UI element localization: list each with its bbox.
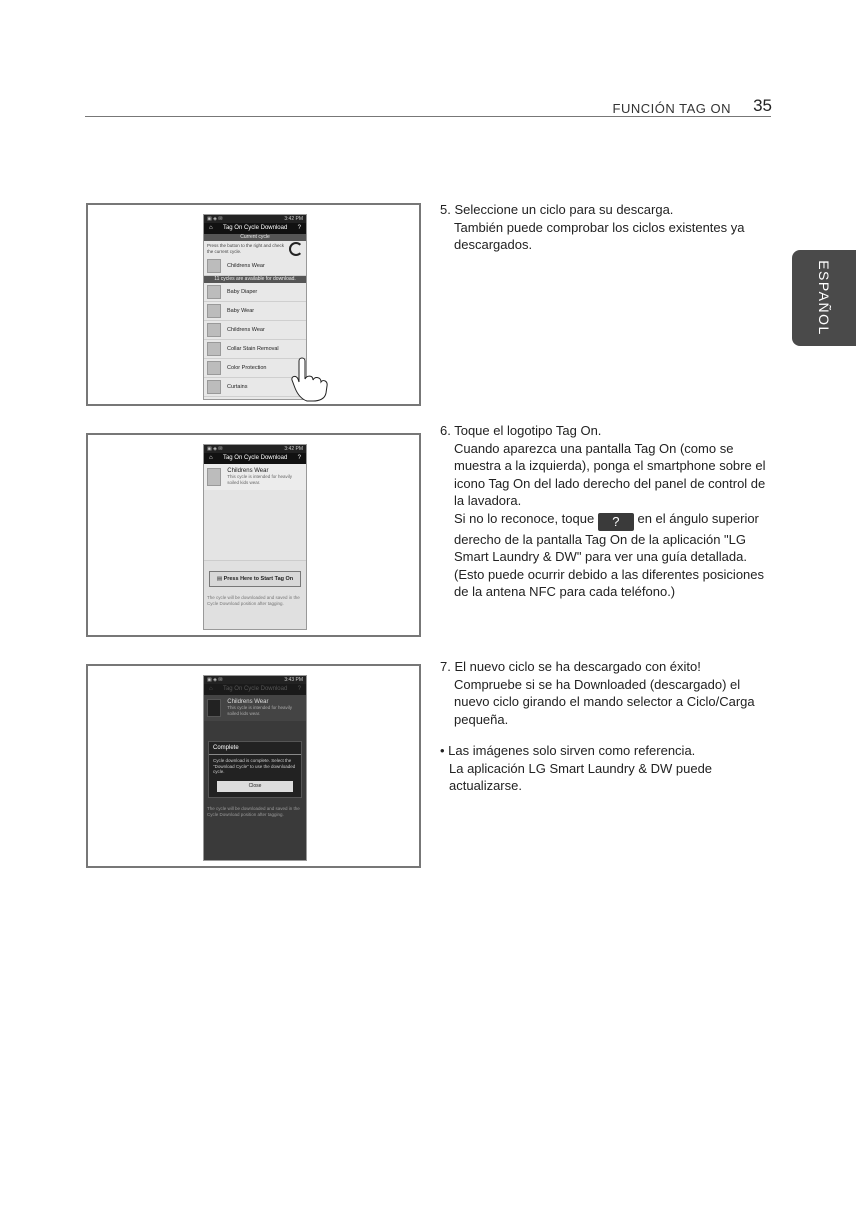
- help-icon[interactable]: ?: [297, 455, 301, 461]
- list-item[interactable]: Curtains: [204, 378, 306, 397]
- status-bar: [204, 676, 306, 684]
- cycle-icon: [207, 259, 221, 273]
- start-tag-on-button[interactable]: ▤ Press Here to Start Tag On: [209, 571, 301, 587]
- home-icon: ⌂: [209, 686, 213, 692]
- cycle-icon: [207, 361, 221, 375]
- cycle-icon: [207, 304, 221, 318]
- selected-cycle-title: Childrens Wear: [227, 699, 269, 705]
- cycle-icon: [207, 323, 221, 337]
- step-5-title: 5. Seleccione un ciclo para su descarga.: [440, 202, 674, 217]
- available-bar: 11 cycles are available for download.: [204, 276, 306, 283]
- figure-3: [86, 664, 421, 868]
- step-6-help-a: Si no lo reconoce, toque: [454, 510, 595, 526]
- app-bar: [204, 453, 306, 464]
- step-6: [440, 422, 770, 601]
- help-icon: ?: [297, 686, 301, 692]
- header-divider: [85, 116, 771, 117]
- section-title: FUNCIÓN TAG ON: [612, 101, 731, 116]
- home-icon[interactable]: ⌂: [209, 225, 213, 231]
- step-7-body: Compruebe si se ha Downloaded (descargado) el nuevo ciclo girando el mando selector a Ciclo/Carga pequeña.: [454, 676, 755, 727]
- current-cycle-item[interactable]: Childrens Wear: [204, 257, 306, 276]
- step-6-title: 6. Toque el logotipo Tag On.: [440, 423, 602, 438]
- status-bar: [204, 445, 306, 453]
- refresh-hint: Press the button to the right and check the current cycle.: [207, 243, 285, 254]
- cycle-icon: [207, 699, 221, 717]
- download-hint: The cycle will be downloaded and saved in the Cycle Download position after tagging.: [207, 805, 300, 817]
- step-7: [440, 658, 770, 795]
- close-button[interactable]: Close: [217, 781, 293, 792]
- dialog-text: Cycle download is complete. Select the "Download Cycle" to use the downloaded cycle.: [213, 758, 296, 774]
- phone-screen-3: [203, 675, 307, 861]
- language-tab: [792, 250, 856, 346]
- step-7-title: 7. El nuevo ciclo se ha descargado con éxito!: [440, 659, 701, 674]
- status-time: 3:42 PM: [284, 216, 303, 222]
- help-button-icon: ?: [598, 513, 634, 531]
- status-time: 3:42 PM: [284, 446, 303, 452]
- selected-cycle-desc: This cycle is intended for heavily soiled kids wear.: [227, 474, 293, 485]
- app-title: Tag On Cycle Download: [222, 686, 288, 692]
- refresh-icon[interactable]: [289, 242, 303, 256]
- list-item[interactable]: Collar Stain Removal: [204, 340, 306, 359]
- status-bar: [204, 215, 306, 223]
- cycle-icon: [207, 468, 221, 486]
- app-title: Tag On Cycle Download: [222, 455, 288, 461]
- app-title: Tag On Cycle Download: [222, 225, 288, 231]
- phone-screen-2: [203, 444, 307, 630]
- list-item[interactable]: Childrens Wear: [204, 321, 306, 340]
- status-icons: ▣ ◈ ✉: [207, 216, 223, 222]
- status-icons: ▣ ◈ ✉: [207, 677, 223, 683]
- list-item[interactable]: Baby Wear: [204, 302, 306, 321]
- app-bar: [204, 684, 306, 695]
- figure-2: [86, 433, 421, 637]
- selected-cycle: [204, 464, 306, 490]
- list-item[interactable]: Color Protection: [204, 359, 306, 378]
- complete-dialog: [208, 741, 302, 798]
- status-icons: ▣ ◈ ✉: [207, 446, 223, 452]
- step-5: [440, 201, 770, 254]
- dialog-title: Complete: [209, 742, 301, 755]
- current-cycle-bar: Current cycle: [204, 234, 306, 241]
- cycle-icon: [207, 380, 221, 394]
- step-6-note: (Esto puede ocurrir debido a las diferentes posiciones de la antena NFC para cada teléfono.): [454, 566, 765, 599]
- tapping-hand-icon: [291, 355, 331, 403]
- figure-1: [86, 203, 421, 406]
- note-title: • Las imágenes solo sirven como referencia.: [440, 743, 696, 758]
- list-item[interactable]: Baby Diaper: [204, 283, 306, 302]
- cycle-icon: [207, 285, 221, 299]
- step-5-body: También puede comprobar los ciclos existentes ya descargados.: [454, 219, 745, 252]
- step-6-help-b: en el ángulo superior derecho de la pantalla Tag On de la aplicación "LG Smart Laundry & DW" para ver una guía detallada.: [454, 510, 759, 564]
- spacer: [204, 490, 306, 561]
- app-bar: [204, 223, 306, 234]
- cycle-icon: [207, 342, 221, 356]
- selected-cycle: [204, 695, 306, 721]
- download-hint: The cycle will be downloaded and saved in the Cycle Download position after tagging.: [207, 595, 300, 606]
- help-icon[interactable]: ?: [297, 225, 301, 231]
- language-tab-label: ESPAÑOL: [816, 260, 832, 336]
- refresh-row: [204, 241, 306, 257]
- step-6-body: Cuando aparezca una pantalla Tag On (como se muestra a la izquierda), ponga el smartphone sobre el icono Tag On del lado derecho del panel de control de la lavadora.: [454, 440, 766, 508]
- selected-cycle-desc: This cycle is intended for heavily soiled kids wear.: [227, 705, 293, 716]
- selected-cycle-title: Childrens Wear: [227, 468, 269, 474]
- note-body: La aplicación LG Smart Laundry & DW puede actualizarse.: [449, 760, 713, 793]
- step-6-help: [440, 510, 770, 566]
- tag-on-icon: ▤: [216, 576, 224, 582]
- home-icon[interactable]: ⌂: [209, 455, 213, 461]
- page-number: 35: [753, 96, 772, 115]
- status-time: 3:43 PM: [284, 677, 303, 683]
